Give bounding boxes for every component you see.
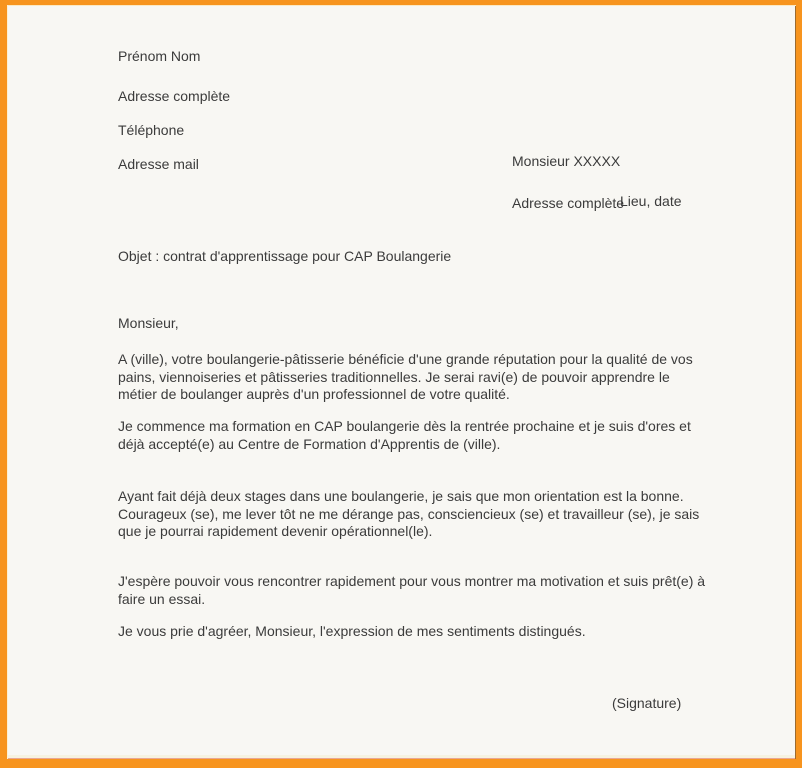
body-paragraph: Ayant fait déjà deux stages dans une boulangerie, je sais que mon orientation est la bonne. Courageux (se), me lever tôt ne me dérange pas, consciencieux (se) et travailleur (se), je sais que je pourrai rapidement devenir opérationnel(le). — [118, 488, 700, 539]
sender-phone: Téléphone — [118, 122, 185, 138]
body-paragraph: Je commence ma formation en CAP boulangerie dès la rentrée prochaine et je suis d'ores et déjà accepté(e) au Centre de Formation d'Apprentis de (ville). — [118, 418, 691, 452]
closing-paragraph: Je vous prie d'agréer, Monsieur, l'expression de mes sentiments distingués. — [118, 623, 586, 639]
body-paragraph: J'espère pouvoir vous rencontrer rapidement pour vous montrer ma motivation et suis prêt(e) à faire un essai. — [118, 573, 706, 607]
sender-address: Adresse complète — [118, 88, 231, 104]
subject-line: Objet : contrat d'apprentissage pour CAP Boulangerie — [118, 248, 452, 264]
place-date: Lieu, date — [620, 193, 682, 209]
salutation: Monsieur, — [118, 315, 179, 331]
sender-name: Prénom Nom — [118, 48, 201, 64]
signature-placeholder: (Signature) — [612, 695, 682, 711]
sender-email: Adresse mail — [118, 156, 199, 172]
recipient-name: Monsieur XXXXX — [512, 153, 621, 169]
recipient-block — [512, 130, 624, 235]
letter-page — [7, 5, 796, 759]
body-paragraph: A (ville), votre boulangerie-pâtisserie bénéficie d'une grande réputation pour la qualité de vos pains, viennoiseries et pâtisseries traditionnelles. Je serai ravi(e) de pouvoir apprendre le métier de boulanger auprès d'un professionnel de votre qualité. — [118, 351, 693, 402]
recipient-address: Adresse complète — [512, 195, 625, 211]
sender-details-block — [118, 71, 230, 190]
